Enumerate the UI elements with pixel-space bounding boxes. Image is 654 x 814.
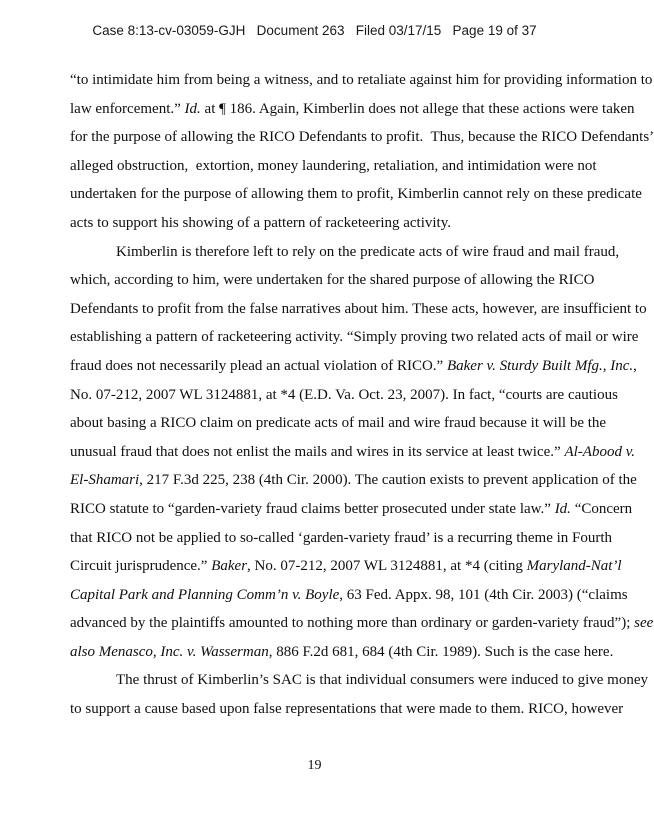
- text-run: , 63 Fed. Appx. 98, 101 (4th Cir. 2003) (“claims: [339, 586, 628, 603]
- text-line: [70, 552, 622, 581]
- text-run: “Concern: [570, 500, 633, 517]
- case-caption-header: Case 8:13-cv-03059-GJH Document 263 Filed 03/17/15 Page 19 of 37: [92, 23, 537, 38]
- page-number: 19: [307, 758, 322, 773]
- text-line: [70, 209, 570, 238]
- text-line: [70, 466, 637, 495]
- text-line: [70, 352, 637, 381]
- text-run: establishing a pattern of racketeering activity. “Simply proving two related acts of mail or wire: [70, 329, 639, 346]
- text-run: ,: [633, 357, 637, 374]
- text-run: that RICO not be applied to so-called ‘garden-variety fraud’ is a recurring theme in Fourth: [70, 529, 613, 546]
- text-line: [70, 295, 647, 324]
- text-line: [70, 180, 642, 209]
- citation-italic-run: El-Shamari: [70, 472, 140, 489]
- text-run: alleged obstruction, extortion, money laundering, retaliation, and intimidation were not: [70, 157, 597, 174]
- text-line: [70, 409, 607, 438]
- text-line: [70, 695, 624, 724]
- text-run: , 217 F.3d 225, 238 (4th Cir. 2000). The caution exists to prevent application of the: [139, 472, 637, 489]
- text-run: RICO statute to “garden-variety fraud claims better prosecuted under state law.”: [70, 500, 555, 517]
- text-line: [70, 238, 620, 267]
- text-run: The thrust of Kimberlin’s SAC is that individual consumers were induced to give money: [116, 672, 648, 689]
- citation-italic-run: see: [634, 615, 654, 632]
- citation-italic-run: Maryland-Nat’l: [526, 558, 622, 575]
- text-run: fraud does not necessarily plead an actual violation of RICO.”: [70, 357, 447, 374]
- text-run: “to intimidate him from being a witness, and to retaliate against him for providing information to: [70, 72, 653, 88]
- text-line: [70, 666, 648, 695]
- text-line: [70, 438, 635, 467]
- text-run: Circuit jurisprudence.”: [70, 558, 212, 575]
- citation-italic-run: also Menasco, Inc. v. Wasserman: [70, 643, 269, 660]
- text-line: [70, 609, 654, 638]
- citation-italic-run: Baker: [211, 558, 248, 575]
- text-line: [70, 152, 597, 181]
- text-line: [70, 638, 614, 667]
- text-line: [70, 495, 633, 524]
- text-run: Kimberlin is therefore left to rely on the predicate acts of wire fraud and mail fraud,: [116, 243, 620, 260]
- citation-italic-run: Id.: [554, 500, 571, 517]
- text-run: which, according to him, were undertaken for the shared purpose of allowing the RICO: [70, 272, 595, 289]
- text-run: undertaken for the purpose of allowing them to profit, Kimberlin cannot rely on these predicate: [70, 186, 642, 203]
- text-run: at ¶ 186. Again, Kimberlin does not allege that these actions were taken: [200, 100, 635, 117]
- text-line: [70, 581, 628, 610]
- text-run: about basing a RICO claim on predicate acts of mail and wire fraud because it will be the: [70, 415, 607, 432]
- text-run: No. 07-212, 2007 WL 3124881, at *4 (E.D. Va. Oct. 23, 2007). In fact, “courts are cautious: [70, 386, 618, 403]
- text-run: acts to support his showing of a pattern of racketeering activity.: [70, 214, 451, 231]
- document-body: [70, 66, 654, 724]
- text-line: [70, 95, 635, 124]
- text-line: [70, 266, 595, 295]
- text-run: unusual fraud that does not enlist the mails and wires in its service at least twice.”: [70, 443, 565, 460]
- text-run: for the purpose of allowing the RICO Defendants to profit. Thus, because the RICO Defendants’: [70, 129, 654, 146]
- text-line: [70, 66, 653, 95]
- citation-italic-run: Al-Abood v.: [564, 443, 635, 460]
- text-run: , 886 F.2d 681, 684 (4th Cir. 1989). Such is the case here.: [268, 643, 614, 660]
- text-line: [70, 123, 654, 152]
- text-line: [70, 524, 613, 553]
- citation-italic-run: Baker v. Sturdy Built Mfg., Inc.: [446, 357, 634, 374]
- text-run: , No. 07-212, 2007 WL 3124881, at *4 (citing: [247, 558, 527, 575]
- text-line: [70, 323, 639, 352]
- text-run: Defendants to profit from the false narratives about him. These acts, however, are insufficient to: [70, 300, 647, 317]
- citation-italic-run: Capital Park and Planning Comm’n v. Boyle: [70, 586, 340, 603]
- text-run: law enforcement.”: [70, 100, 185, 117]
- text-line: [70, 381, 618, 410]
- text-run: to support a cause based upon false representations that were made to them. RICO, however: [70, 701, 624, 718]
- text-run: advanced by the plaintiffs amounted to nothing more than ordinary or garden-variety fraud”);: [70, 615, 635, 632]
- citation-italic-run: Id.: [184, 100, 201, 117]
